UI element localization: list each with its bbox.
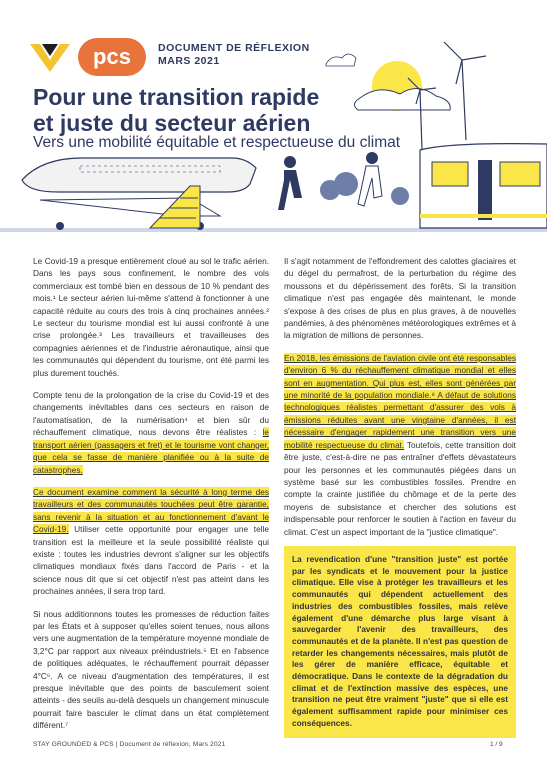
airplane-icon — [22, 158, 256, 230]
cloud-icon — [326, 54, 356, 66]
footer-source: STAY GROUNDED & PCS | Document de réflexion, Mars 2021 — [33, 741, 226, 748]
page-title — [33, 84, 363, 136]
document-type-label: DOCUMENT DE RÉFLEXION — [158, 42, 310, 54]
paragraph-realism-text: Compte tenu de la prolongation de la crise du Covid-19 et des changements inévitables dans ces secteurs en raison de l'automatisation, de la numérisation⁴ et bien sûr du réchauffement climatique, nous devons être réalistes : — [33, 390, 269, 438]
paragraph-document-purpose-text: Utiliser cette opportunité pour engager une telle transition est la meilleure et la seule possibilité réaliste qui existe : toutes les industries devront s'aligner sur les objectifs climatiques mondiaux fixés dans l'accord de Paris - et la science nous dit que si cet objectif n'est pas atteint dans les prochaines années, il sera trop tard. — [33, 524, 269, 597]
highlight-aviation-emissions: En 2018, les émissions de l'aviation civile ont été responsables d'environ 6 % du réchauffement climatique mondial et elles sont en augmentation. Qui plus est, elles sont générées par une minorité de la population mondiale.⁸ — [284, 352, 516, 401]
paragraph-aviation-emissions — [284, 352, 516, 538]
stay-grounded-logo — [30, 40, 70, 74]
document-type — [158, 42, 310, 68]
paragraph-covid-impact: Le Covid-19 a presque entièrement cloué au sol le trafic aérien. Dans les pays sous confinement, le nombre des vols commerciaux est tombé bien en dessous de 10 % pendant des mois.¹ Le secteur aérien lui-même s'attend à fonctionner à une capacité réduite au cours des trois à cinq prochaines années.² Le secteur du tourisme mondial est lui aussi confronté à une crise prolongée.³ Les travailleurs et travailleuses des compagnies aériennes et de l'industrie aéronautique, ainsi que les communautés qui dépendent du tourisme, ont été parmi les plus durement touchés. — [33, 256, 269, 378]
highlight-transport-change: le transport aérien (passagers et fret) et le tourisme vont changer, que cela se fasse de manière planifiée ou à la suite de catastrophes. — [33, 427, 269, 475]
paragraph-realism — [33, 389, 269, 476]
paragraph-tipping-points: Il s'agit notamment de l'effondrement des calottes glaciaires et du dégel du permafrost, de la perturbation du régime des moussons et du dépérissement des forêts. Si la transition climatique n'est pas engagée dès maintenant, le monde s'expose à des crises de plus en plus graves, à de nouvelles pandémies, à des phénomènes météorologiques extrêmes et à la migration de millions de personnes. — [284, 256, 516, 341]
train-icon — [420, 144, 547, 228]
page-subtitle: Vers une mobilité équitable et respectueuse du climat — [33, 134, 401, 151]
just-transition-box: La revendication d'une "transition juste" est portée par les syndicats et le mouvement pour la justice climatique. Elle vise à protéger les travailleurs et les communautés qui dépendent actuellement des industries des combustibles fossiles, mais relève également d'une démarche plus large visant à sauvegarder l'avenir des travailleurs, des communautés et de la planète. Il n'est pas question de retarder les changements nécessaires, mais plutôt de les gérer de manière efficace, équitable et démocratique. Dans le contexte de la dégradation du climat et de l'extinction massive des espèces, une transition ne peut être vraiment "juste" que si elle est également suffisamment rapide pour minimiser ces conséquences. — [284, 546, 516, 738]
right-column — [284, 255, 516, 548]
paragraph-just-transition-text: Toutefois, cette transition doit être juste, c'est-à-dire ne pas entraîner d'effets dévastateurs pour les personnes et les communautés piégées dans un système basé sur les combustibles fossiles. Prendre en compte la crainte justifiée du chômage et de la perte des moyens de subsistance et chercher des solutions est indispensable pour renforcer le soutien à l'action en faveur du climat. C'est un aspect important de la "justice climatique". — [284, 439, 516, 537]
page-title-line-1: Pour une transition rapide — [33, 84, 320, 110]
highlight-rapid-transition: A défaut de solutions technologiques réalistes permettant d'assurer des vols à émissions réduites avant une vingtaine d'années, il est nécessaire d'engager rapidement une transition vers une mobilité respectueuse du climat. — [284, 390, 516, 450]
sun-icon — [354, 61, 450, 111]
document-date: MARS 2021 — [158, 55, 220, 67]
left-column — [33, 255, 269, 742]
pcs-logo: pcs — [78, 38, 146, 76]
paragraph-document-purpose — [33, 486, 269, 598]
highlight-document-purpose: Ce document examine comment la sécurité à long terme des travailleurs et des communautés touchées peut être garantie, sans revenir à la situation et au fonctionnement d'avant le Covid-19. — [33, 486, 269, 535]
page-title-line-2: et juste du secteur aérien — [33, 110, 311, 136]
paragraph-temperature: Si nous additionnons toutes les promesses de réduction faites par les États et à supposer qu'elles soient tenues, nous allons vers une augmentation de la température moyenne mondiale de 3,2°C par rapport aux niveaux préindustriels.⁵ Et en l'absence de politiques adéquates, le réchauffement pourrait dépasser 4°C⁶. A ce niveau d'augmentation des températures, il est presque inévitable que des points de basculement soient atteints - des seuils au-delà desquels un changement minuscule pourrait faire basculer le climat dans un état complètement différent.⁷ — [33, 608, 269, 731]
page-number: 1 / 9 — [490, 741, 503, 748]
